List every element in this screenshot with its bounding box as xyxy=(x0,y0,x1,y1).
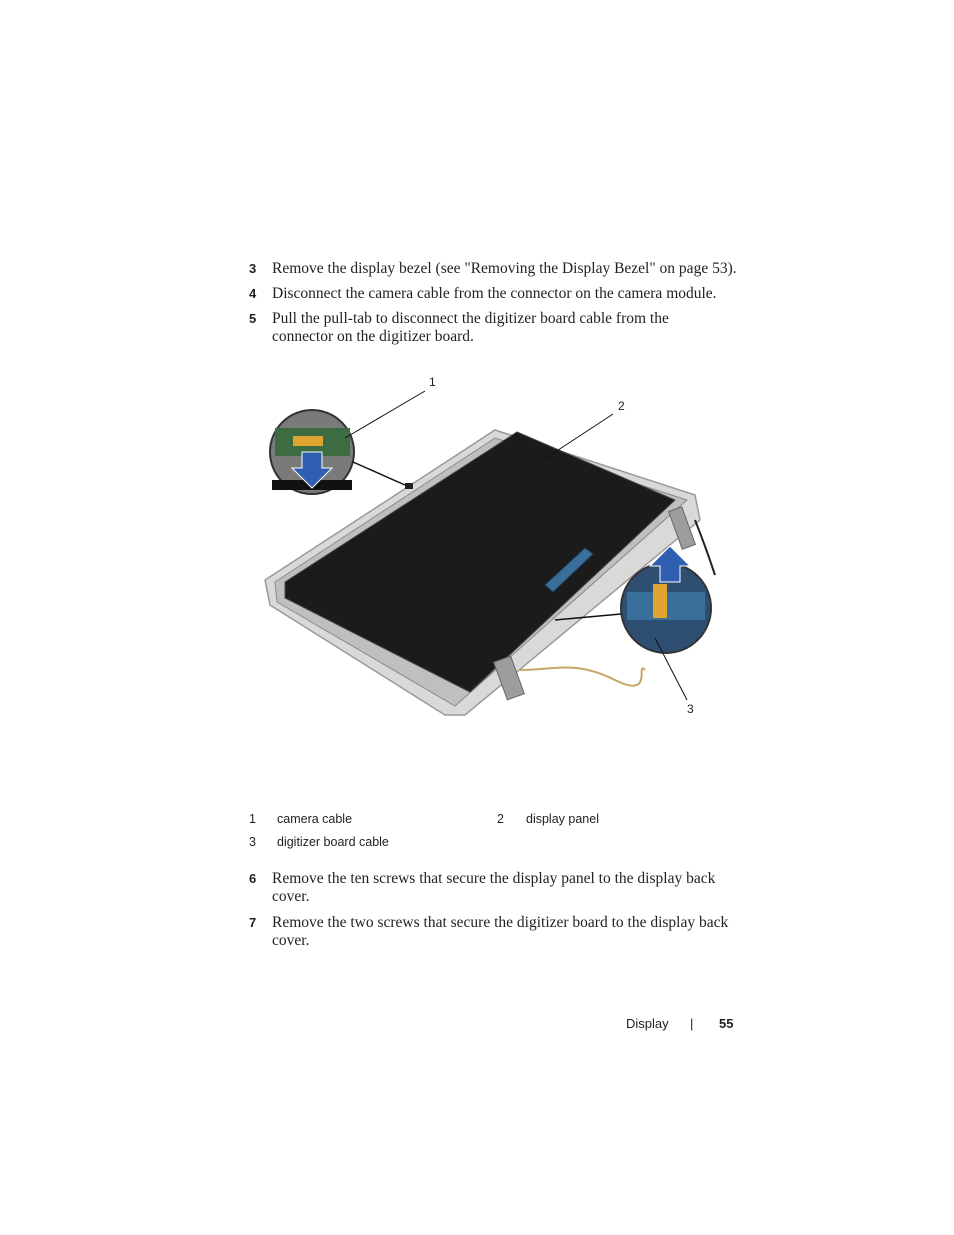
display-cable xyxy=(520,668,645,686)
step-text: Remove the display bezel (see "Removing the Display Bezel" on page 53). xyxy=(272,260,737,277)
page-number: 55 xyxy=(719,1016,734,1031)
legend-num-3: 3 xyxy=(249,835,256,849)
step-number: 7 xyxy=(249,915,257,930)
footer-section: Display xyxy=(626,1016,669,1031)
step-text: Disconnect the camera cable from the connector on the camera module. xyxy=(272,285,717,302)
step-text: Pull the pull-tab to disconnect the digitizer board cable from the connector on the digitizer board. xyxy=(272,310,669,345)
callout-2: 2 xyxy=(618,399,625,413)
legend-num-2: 2 xyxy=(497,812,504,826)
legend-num-1: 1 xyxy=(249,812,256,826)
step-text: Remove the ten screws that secure the display panel to the display back cover. xyxy=(272,870,716,905)
callout-3: 3 xyxy=(687,702,694,716)
display-assembly-figure xyxy=(255,370,725,720)
callout-1-leader xyxy=(345,391,425,438)
camera-connector xyxy=(405,483,413,489)
step-number: 6 xyxy=(249,871,257,886)
antenna-cable xyxy=(695,520,715,575)
callout-2-leader xyxy=(543,414,613,460)
step-number: 5 xyxy=(249,311,257,326)
legend-label-1: camera cable xyxy=(277,812,353,826)
step-number: 4 xyxy=(249,286,257,301)
step-number: 3 xyxy=(249,261,257,276)
footer-separator: | xyxy=(690,1016,694,1031)
legend-label-3: digitizer board cable xyxy=(277,835,389,849)
camera-inset-leader xyxy=(353,462,405,485)
legend-label-2: display panel xyxy=(526,812,599,826)
display-assembly-illustration xyxy=(255,370,725,720)
digitizer-cable-strip xyxy=(653,584,667,618)
camera-cable-strip xyxy=(293,436,323,446)
callout-1: 1 xyxy=(429,375,436,389)
step-text: Remove the two screws that secure the digitizer board to the display back cover. xyxy=(272,914,729,949)
